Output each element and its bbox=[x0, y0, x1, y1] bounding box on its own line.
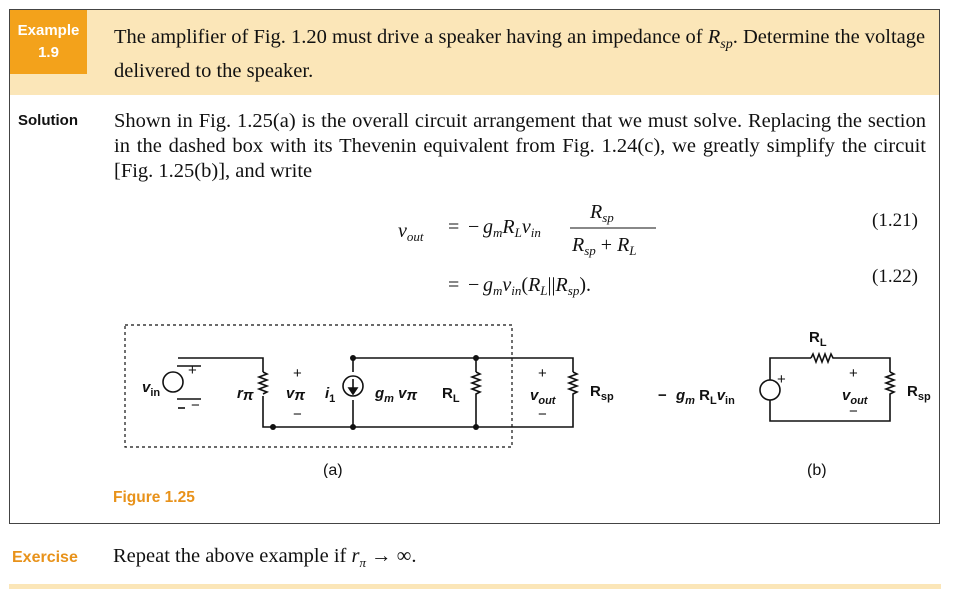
svg-text:vin: $v_{in}$ bbox=[142, 379, 161, 399]
svg-text:+: + bbox=[538, 365, 547, 382]
solution-text: Shown in Fig. 1.25(a) is the overall circuit arrangement that we must solve. Replacing the section in the dashed box with its Thevenin equivalent from Fig. 1.24(c), we greatly simplify the circuit [Fig. 1.25(b)], and write bbox=[114, 110, 926, 182]
svg-text:gm vπ: $g_m$ vπ bbox=[375, 385, 418, 405]
example-header bbox=[10, 10, 939, 95]
svg-text:−: − bbox=[468, 216, 480, 238]
prompt-sub: sp bbox=[720, 37, 733, 53]
equation-number-1: (1.21) bbox=[872, 210, 918, 231]
circuit-figure bbox=[10, 318, 939, 478]
exercise-text: Repeat the above example if $r_\pi$ → ∞. bbox=[113, 545, 417, 571]
svg-text:Rsp: $R_{sp}$ bbox=[590, 383, 614, 403]
exercise-text-b: → ∞. bbox=[366, 545, 417, 567]
svg-text:−: − bbox=[658, 387, 667, 404]
svg-text:=: = bbox=[448, 274, 460, 296]
svg-text:gm RLvin: $g_m$ $R_Lv_{in}$ bbox=[676, 387, 735, 407]
svg-text:+: + bbox=[293, 365, 302, 382]
subfigure-a-label: (a) bbox=[323, 462, 343, 478]
svg-text:vπ: vπ bbox=[286, 385, 306, 404]
svg-text:vout: $v_{out}$ bbox=[842, 387, 868, 407]
svg-text:rπ: rπ bbox=[237, 385, 254, 404]
example-tag bbox=[10, 10, 87, 74]
svg-text:gmRLvin: $g_mR_Lv_{in}$ bbox=[483, 216, 541, 240]
equations bbox=[10, 188, 939, 308]
figure-caption: Figure 1.25 bbox=[113, 489, 195, 506]
exercise-label: Exercise bbox=[12, 549, 78, 566]
svg-text:Rsp: $R_{sp}$ bbox=[590, 201, 614, 225]
prompt-text-b: . Determine the voltage delivered to the speaker. bbox=[114, 26, 926, 83]
svg-text:−: − bbox=[293, 406, 302, 423]
equation-number-2: (1.22) bbox=[872, 266, 918, 287]
svg-text:vout: $v_{out}$ bbox=[398, 220, 424, 244]
example-prompt bbox=[114, 24, 929, 84]
svg-text:Rsp: $R_{sp}$ bbox=[907, 383, 931, 403]
bottom-rule bbox=[9, 584, 941, 589]
svg-text:−: − bbox=[538, 406, 547, 423]
prompt-text-a: The amplifier of Fig. 1.20 must drive a speaker having an impedance of bbox=[114, 26, 708, 48]
svg-text:+: + bbox=[849, 365, 858, 382]
example-label: Example bbox=[17, 22, 80, 39]
svg-text:i1: $i_1$ bbox=[325, 385, 336, 405]
svg-text:−: − bbox=[191, 397, 200, 414]
svg-text:RL: $R_L$ bbox=[442, 385, 460, 405]
svg-text:+: + bbox=[188, 362, 197, 379]
example-number: 1.9 bbox=[38, 44, 59, 61]
svg-text:=: = bbox=[448, 216, 460, 238]
svg-text:gmvin(RL||Rsp).: $g_mv_{in}(R_L||R_{sp})$. bbox=[483, 274, 591, 298]
svg-text:−: − bbox=[468, 274, 480, 296]
subfigure-b-label: (b) bbox=[807, 462, 827, 478]
svg-text:−: − bbox=[849, 403, 858, 420]
solution-label: Solution bbox=[18, 112, 78, 129]
svg-text:RL: $R_L$ bbox=[809, 329, 827, 349]
example-box bbox=[9, 9, 940, 524]
exercise-text-a: Repeat the above example if bbox=[113, 545, 352, 567]
prompt-var: R bbox=[707, 26, 721, 48]
svg-text:vout: $v_{out}$ bbox=[530, 387, 556, 407]
svg-text:Rsp + RL: $R_{sp} + R_L$ bbox=[572, 234, 637, 258]
svg-text:+: + bbox=[777, 371, 786, 388]
